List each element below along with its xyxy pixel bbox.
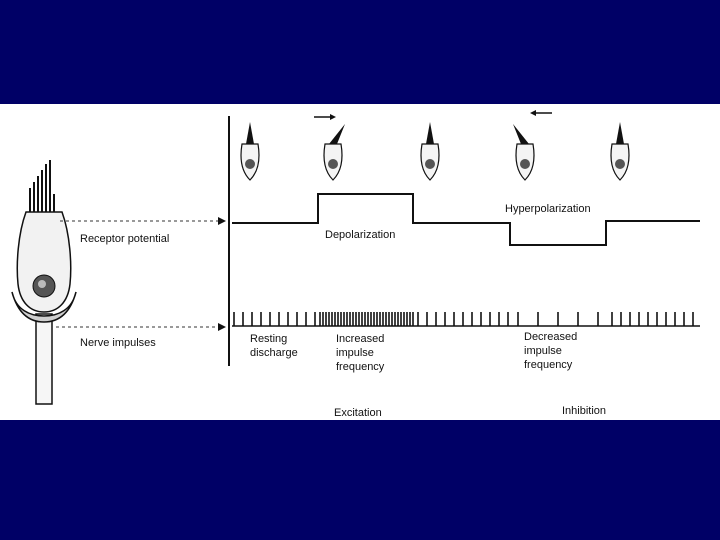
resting-discharge-label-line2: discharge (250, 347, 298, 359)
increased-frequency-label-line2: impulse (336, 347, 374, 359)
hyperpolarization-label: Hyperpolarization (505, 203, 591, 215)
hair-cell-rest-3 (611, 122, 629, 180)
hair-cell-illustration (12, 160, 76, 404)
hair-cell-diagram (0, 104, 720, 420)
increased-frequency-label-line3: frequency (336, 361, 385, 373)
hair-cell-rest-2 (421, 122, 439, 180)
figure-panel (0, 104, 720, 420)
hair-cell-rest-1 (241, 122, 259, 180)
depolarization-label: Depolarization (325, 229, 396, 241)
nerve-impulses-label: Nerve impulses (80, 337, 156, 349)
decreased-frequency-label-line1: Decreased (524, 331, 578, 343)
resting-discharge-label-line1: Resting (250, 333, 288, 345)
receptor-potential-label: Receptor potential (80, 233, 170, 245)
spike-train (234, 312, 693, 326)
nerve-arrow-head (218, 323, 226, 331)
inhibition-label: Inhibition (562, 405, 607, 417)
left-arrow-icon (530, 110, 552, 116)
hair-bundle (30, 160, 54, 212)
hair-cell-deflected-left (513, 124, 534, 180)
decreased-frequency-label-line3: frequency (524, 359, 573, 371)
excitation-label: Excitation (334, 407, 382, 419)
receptor-potential-trace (232, 194, 700, 245)
receptor-arrow-head (218, 217, 226, 225)
decreased-frequency-label-line2: impulse (524, 345, 562, 357)
nerve-fiber (36, 314, 52, 404)
hair-cell-deflected-right (324, 124, 345, 180)
increased-frequency-label-line1: Increased (336, 333, 385, 345)
right-arrow-icon (314, 114, 336, 120)
